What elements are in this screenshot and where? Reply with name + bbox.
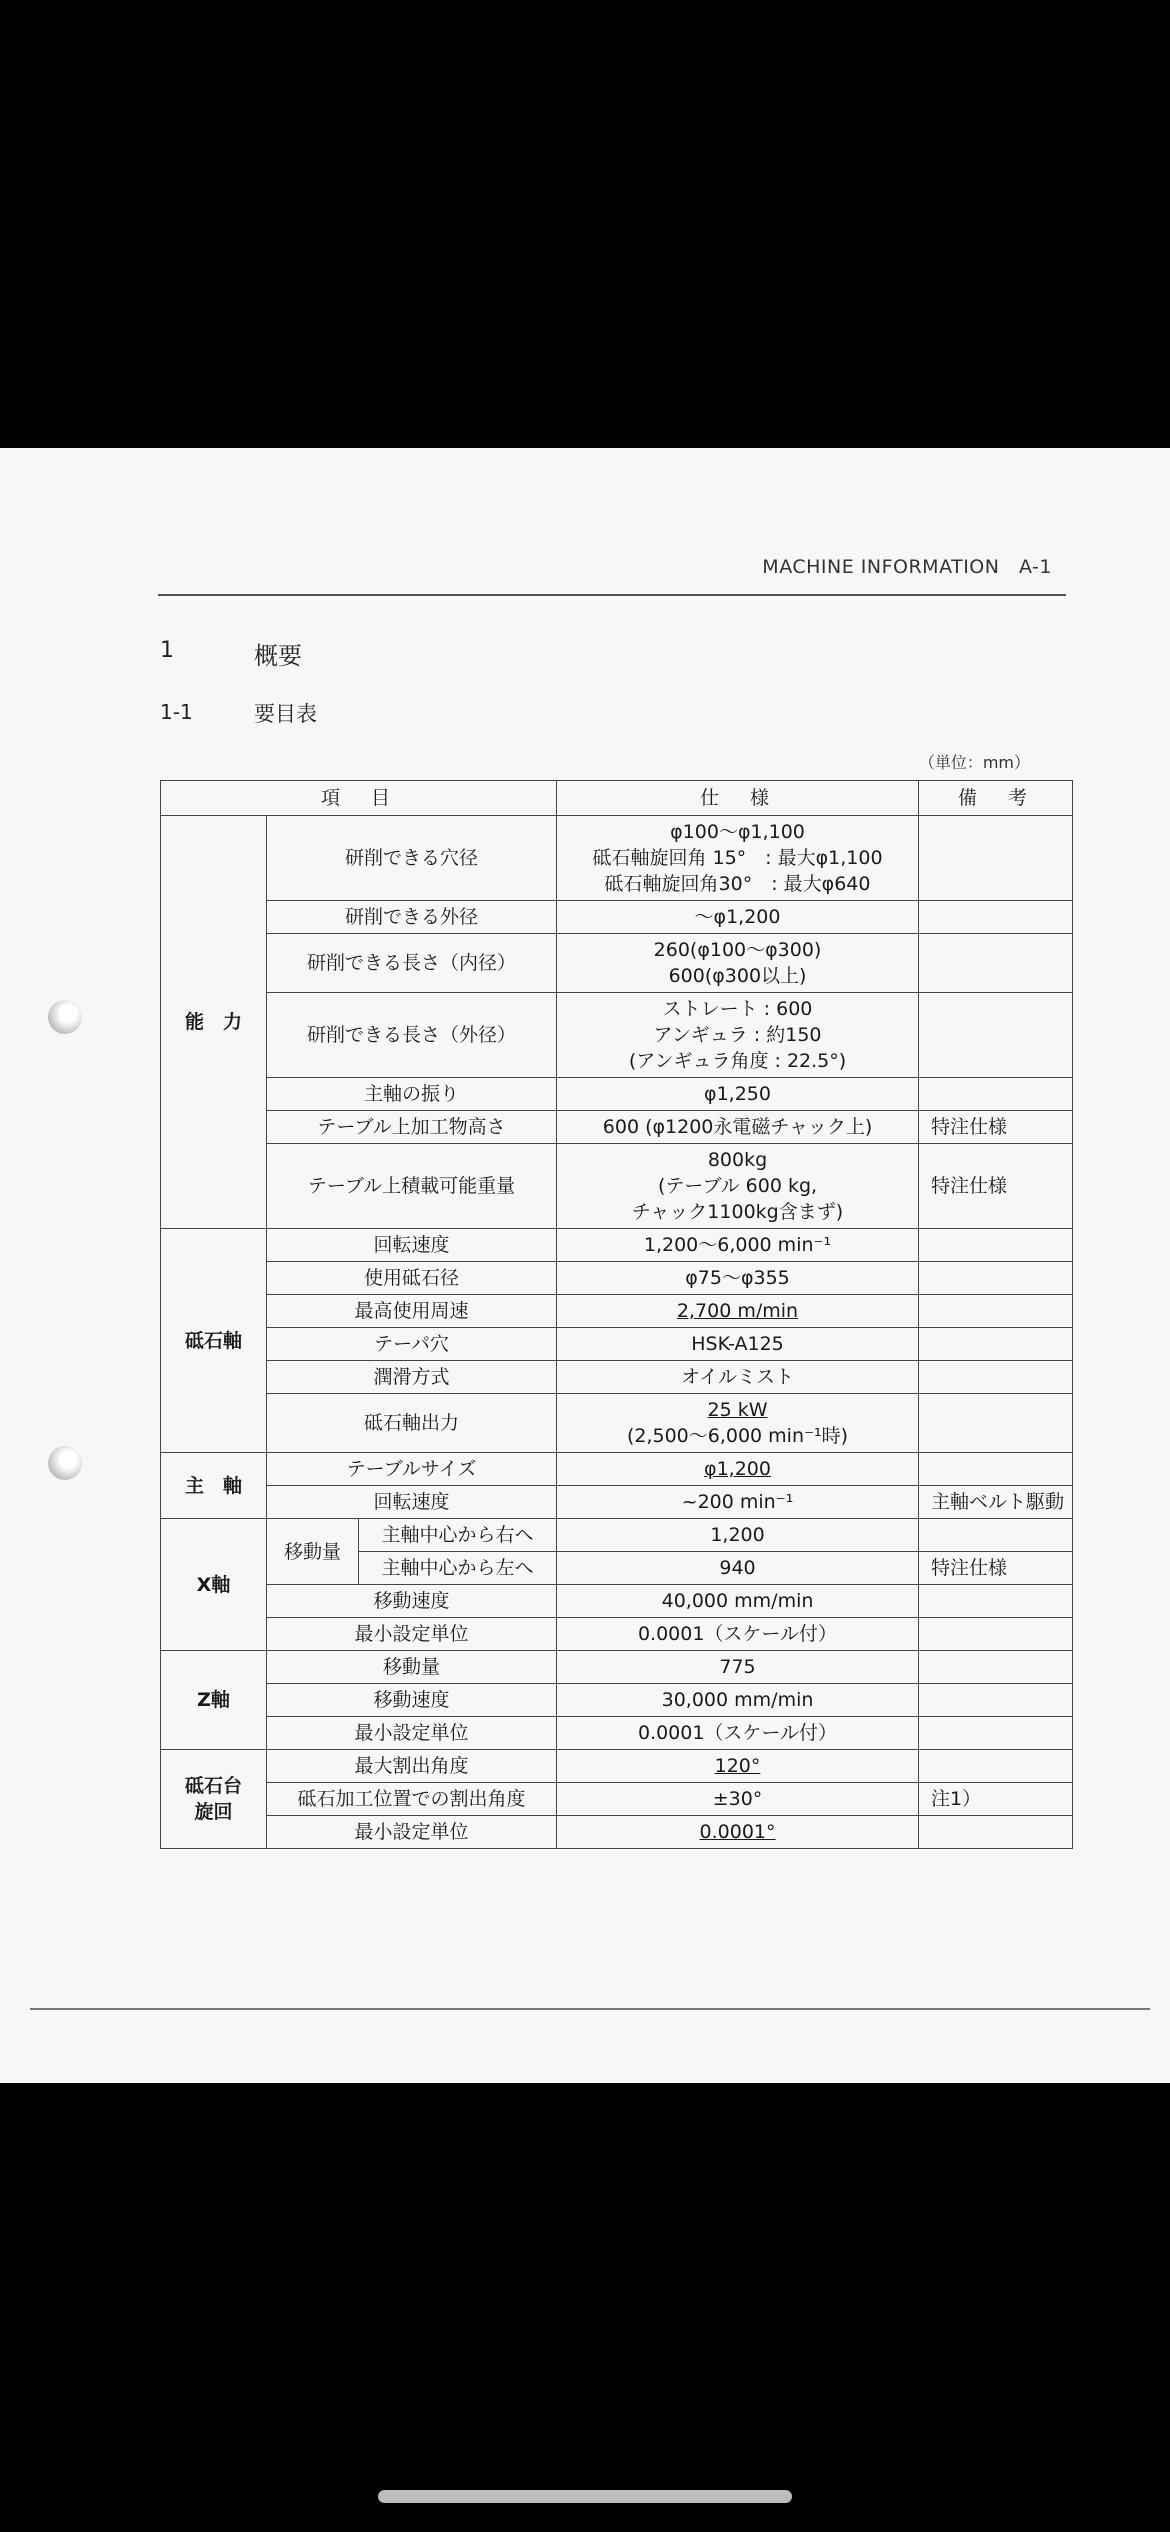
row-remark [919, 1618, 1073, 1651]
row-label: テーブルサイズ [267, 1453, 557, 1486]
row-label: 主軸中心から左へ [359, 1552, 557, 1585]
table-row [161, 993, 1073, 1078]
row-label: 回転速度 [267, 1486, 557, 1519]
row-spec: φ75～φ355 [557, 1262, 919, 1295]
row-label: 最小設定単位 [267, 1618, 557, 1651]
punch-hole-icon [48, 1000, 82, 1034]
header-spec: 仕 様 [557, 781, 919, 816]
row-remark [919, 1262, 1073, 1295]
row-label: 砥石加工位置での割出角度 [267, 1783, 557, 1816]
row-label: 研削できる外径 [267, 901, 557, 934]
spec-line: φ100～φ1,100 [670, 821, 805, 843]
row-remark [919, 1816, 1073, 1849]
header-rule [158, 594, 1066, 596]
row-remark [919, 1651, 1073, 1684]
row-spec: HSK-A125 [557, 1328, 919, 1361]
table-row [161, 816, 1073, 901]
table-row [161, 1111, 1073, 1144]
row-label: テーブル上加工物高さ [267, 1111, 557, 1144]
row-label: 最小設定単位 [267, 1816, 557, 1849]
header-remarks: 備 考 [919, 781, 1073, 816]
row-spec: 940 [557, 1552, 919, 1585]
row-spec: φ1,200 [557, 1453, 919, 1486]
spec-line: 800kg [707, 1149, 768, 1171]
row-label: 主軸の振り [267, 1078, 557, 1111]
section-title: 概要 [254, 642, 302, 670]
row-spec: 1,200～6,000 min⁻¹ [557, 1229, 919, 1262]
row-remark [919, 816, 1073, 901]
spec-line: チャック1100kg含まず) [631, 1201, 844, 1223]
unit-note: （単位：mm） [918, 753, 1030, 772]
row-spec: 30,000 mm/min [557, 1684, 919, 1717]
row-label: 最高使用周速 [267, 1295, 557, 1328]
row-label: 潤滑方式 [267, 1361, 557, 1394]
row-label: 最大割出角度 [267, 1750, 557, 1783]
row-label: 研削できる穴径 [267, 816, 557, 901]
row-label: 移動速度 [267, 1684, 557, 1717]
row-spec: 2,700 m/min [557, 1295, 919, 1328]
group-z-axis: Z軸 [161, 1651, 267, 1750]
header-item: 項 目 [161, 781, 557, 816]
row-remark: 特注仕様 [919, 1552, 1073, 1585]
row-remark [919, 993, 1073, 1078]
table-row [161, 1486, 1073, 1519]
row-label: 主軸中心から右へ [359, 1519, 557, 1552]
row-remark [919, 1295, 1073, 1328]
table-row [161, 1750, 1073, 1783]
spec-line: 600(φ300以上) [668, 965, 807, 987]
table-row [161, 1078, 1073, 1111]
group-x-travel: 移動量 [267, 1519, 359, 1585]
row-remark [919, 1394, 1073, 1453]
row-remark [919, 1078, 1073, 1111]
spec-table [160, 780, 1073, 1849]
row-spec: 40,000 mm/min [557, 1585, 919, 1618]
row-spec: 600 (φ1200永電磁チャック上) [557, 1111, 919, 1144]
row-remark [919, 1750, 1073, 1783]
table-row [161, 1229, 1073, 1262]
spec-line: ストレート : 600 [662, 998, 813, 1020]
group-main-spindle: 主 軸 [161, 1453, 267, 1519]
row-label: テーパ穴 [267, 1328, 557, 1361]
table-row [161, 1684, 1073, 1717]
row-remark [919, 1684, 1073, 1717]
row-spec [557, 993, 919, 1078]
row-label: 研削できる長さ（内径） [267, 934, 557, 993]
row-remark [919, 1717, 1073, 1750]
row-remark [919, 934, 1073, 993]
section-number: 1 [160, 638, 174, 663]
table-row [161, 1328, 1073, 1361]
group-wheel-head [161, 1750, 267, 1849]
subsection-number: 1-1 [160, 700, 193, 724]
row-remark: 主軸ベルト駆動 [919, 1486, 1073, 1519]
spec-line: (アンギュラ角度 : 22.5°) [628, 1050, 847, 1072]
spec-line: 砥石軸旋回角30° : 最大φ640 [604, 873, 871, 895]
table-row [161, 1144, 1073, 1229]
row-spec: オイルミスト [557, 1361, 919, 1394]
punch-hole-icon [48, 1446, 82, 1480]
spec-line: 260(φ100～φ300) [653, 939, 822, 961]
row-spec: 0.0001（スケール付） [557, 1618, 919, 1651]
spec-line: 25 kW [707, 1399, 768, 1421]
row-remark: 注1） [919, 1783, 1073, 1816]
table-row [161, 1651, 1073, 1684]
table-row [161, 1717, 1073, 1750]
group-label-line: 砥石台 [184, 1775, 242, 1797]
table-row [161, 1394, 1073, 1453]
home-indicator[interactable] [378, 2490, 792, 2503]
row-spec: 0.0001（スケール付） [557, 1717, 919, 1750]
spec-line: (テーブル 600 kg, [657, 1175, 818, 1197]
spec-line: アンギュラ : 約150 [653, 1024, 822, 1046]
row-remark [919, 1229, 1073, 1262]
page-header: MACHINE INFORMATION A-1 [762, 556, 1052, 578]
document-page [0, 448, 1170, 2083]
spec-line: 砥石軸旋回角 15° : 最大φ1,100 [592, 847, 883, 869]
row-remark [919, 1453, 1073, 1486]
row-label: 移動量 [267, 1651, 557, 1684]
row-spec: ～φ1,200 [557, 901, 919, 934]
row-label: テーブル上積載可能重量 [267, 1144, 557, 1229]
footer-rule [30, 2008, 1150, 2010]
row-spec [557, 934, 919, 993]
row-spec [557, 816, 919, 901]
row-label: 使用砥石径 [267, 1262, 557, 1295]
row-spec: φ1,250 [557, 1078, 919, 1111]
row-remark [919, 1361, 1073, 1394]
row-remark: 特注仕様 [919, 1144, 1073, 1229]
table-row [161, 934, 1073, 993]
group-capacity: 能 力 [161, 816, 267, 1229]
table-row [161, 1453, 1073, 1486]
row-spec: ±30° [557, 1783, 919, 1816]
table-row [161, 1585, 1073, 1618]
table-row [161, 901, 1073, 934]
row-spec: ~200 min⁻¹ [557, 1486, 919, 1519]
row-remark [919, 1519, 1073, 1552]
row-spec [557, 1144, 919, 1229]
spec-line: (2,500～6,000 min⁻¹時) [626, 1425, 849, 1447]
table-row [161, 1618, 1073, 1651]
row-spec: 1,200 [557, 1519, 919, 1552]
table-row [161, 1295, 1073, 1328]
row-remark: 特注仕様 [919, 1111, 1073, 1144]
table-row [161, 1361, 1073, 1394]
row-remark [919, 901, 1073, 934]
table-row [161, 1519, 1073, 1552]
subsection-title: 要目表 [254, 702, 317, 726]
row-spec: 775 [557, 1651, 919, 1684]
row-remark [919, 1328, 1073, 1361]
table-row [161, 1783, 1073, 1816]
table-row [161, 1262, 1073, 1295]
row-spec: 120° [557, 1750, 919, 1783]
group-x-axis: X軸 [161, 1519, 267, 1651]
row-spec: 0.0001° [557, 1816, 919, 1849]
row-spec [557, 1394, 919, 1453]
row-label: 移動速度 [267, 1585, 557, 1618]
group-label-line: 旋回 [194, 1801, 233, 1823]
row-label: 最小設定単位 [267, 1717, 557, 1750]
table-header-row [161, 781, 1073, 816]
row-label: 砥石軸出力 [267, 1394, 557, 1453]
row-remark [919, 1585, 1073, 1618]
group-wheel-spindle: 砥石軸 [161, 1229, 267, 1453]
row-label: 研削できる長さ（外径） [267, 993, 557, 1078]
row-label: 回転速度 [267, 1229, 557, 1262]
table-row [161, 1816, 1073, 1849]
